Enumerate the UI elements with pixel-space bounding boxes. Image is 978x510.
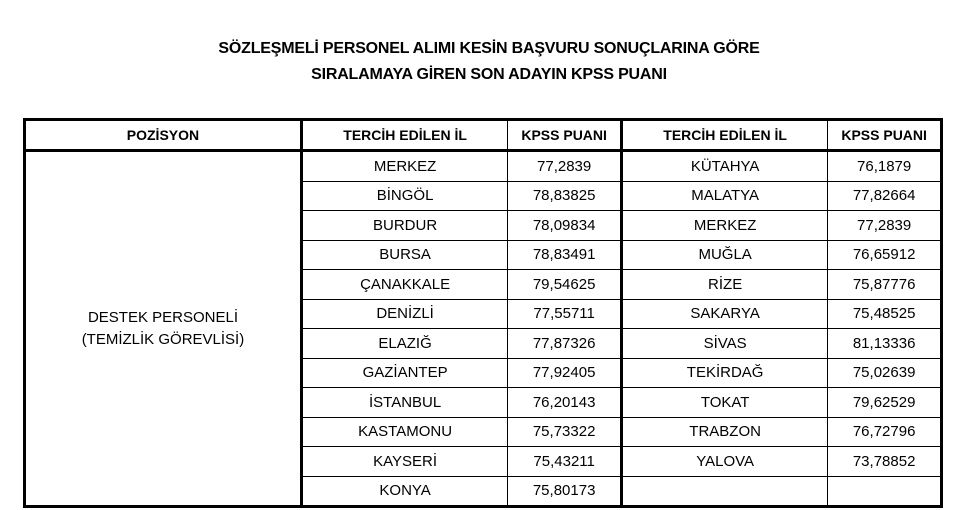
left-puan-cell: 77,87326: [508, 329, 622, 359]
right-il-cell: TEKİRDAĞ: [622, 358, 828, 388]
right-puan-cell: 75,02639: [828, 358, 942, 388]
left-puan-cell: 78,83825: [508, 181, 622, 211]
header-tercih-il-left: TERCİH EDİLEN İL: [301, 120, 507, 151]
left-il-cell: ELAZIĞ: [301, 329, 507, 359]
left-il-cell: GAZİANTEP: [301, 358, 507, 388]
right-il-cell: TOKAT: [622, 388, 828, 418]
left-il-cell: MERKEZ: [301, 151, 507, 182]
left-puan-cell: 77,55711: [508, 299, 622, 329]
right-il-cell: SAKARYA: [622, 299, 828, 329]
right-il-cell: YALOVA: [622, 447, 828, 477]
header-tercih-il-right: TERCİH EDİLEN İL: [622, 120, 828, 151]
right-il-cell: SİVAS: [622, 329, 828, 359]
right-puan-cell: 81,13336: [828, 329, 942, 359]
left-il-cell: KAYSERİ: [301, 447, 507, 477]
right-puan-cell: 73,78852: [828, 447, 942, 477]
left-puan-cell: 75,80173: [508, 476, 622, 507]
right-il-cell: TRABZON: [622, 417, 828, 447]
right-puan-cell: 76,72796: [828, 417, 942, 447]
right-il-cell: MERKEZ: [622, 211, 828, 241]
title-line-1: SÖZLEŞMELİ PERSONEL ALIMI KESİN BAŞVURU SONUÇLARINA GÖRE: [218, 40, 760, 57]
right-il-cell: RİZE: [622, 270, 828, 300]
right-puan-cell: [828, 476, 942, 507]
left-il-cell: KASTAMONU: [301, 417, 507, 447]
position-line-2: (TEMİZLİK GÖREVLİSİ): [81, 330, 245, 348]
left-il-cell: KONYA: [301, 476, 507, 507]
document-title: [0, 36, 978, 88]
left-il-cell: ÇANAKKALE: [301, 270, 507, 300]
right-puan-cell: 77,2839: [828, 211, 942, 241]
right-il-cell: KÜTAHYA: [622, 151, 828, 182]
left-puan-cell: 77,92405: [508, 358, 622, 388]
position-cell: [25, 151, 302, 507]
right-il-cell: [622, 476, 828, 507]
right-il-cell: MUĞLA: [622, 240, 828, 270]
position-line-1: DESTEK PERSONELİ: [87, 308, 238, 326]
left-il-cell: BURDUR: [301, 211, 507, 241]
right-il-cell: MALATYA: [622, 181, 828, 211]
right-puan-cell: 76,65912: [828, 240, 942, 270]
right-puan-cell: 79,62529: [828, 388, 942, 418]
title-line-2: SIRALAMAYA GİREN SON ADAYIN KPSS PUANI: [311, 66, 667, 83]
left-il-cell: BİNGÖL: [301, 181, 507, 211]
kpss-results-table: [23, 118, 943, 508]
header-kpss-left: KPSS PUANI: [508, 120, 622, 151]
left-puan-cell: 78,83491: [508, 240, 622, 270]
right-puan-cell: 76,1879: [828, 151, 942, 182]
left-puan-cell: 75,73322: [508, 417, 622, 447]
left-il-cell: İSTANBUL: [301, 388, 507, 418]
right-puan-cell: 75,48525: [828, 299, 942, 329]
left-il-cell: BURSA: [301, 240, 507, 270]
left-puan-cell: 78,09834: [508, 211, 622, 241]
table-row: [25, 151, 942, 182]
header-pozisyon: POZİSYON: [25, 120, 302, 151]
header-kpss-right: KPSS PUANI: [828, 120, 942, 151]
left-puan-cell: 77,2839: [508, 151, 622, 182]
left-puan-cell: 79,54625: [508, 270, 622, 300]
left-puan-cell: 75,43211: [508, 447, 622, 477]
table-header-row: [25, 120, 942, 151]
left-puan-cell: 76,20143: [508, 388, 622, 418]
left-il-cell: DENİZLİ: [301, 299, 507, 329]
right-puan-cell: 77,82664: [828, 181, 942, 211]
right-puan-cell: 75,87776: [828, 270, 942, 300]
